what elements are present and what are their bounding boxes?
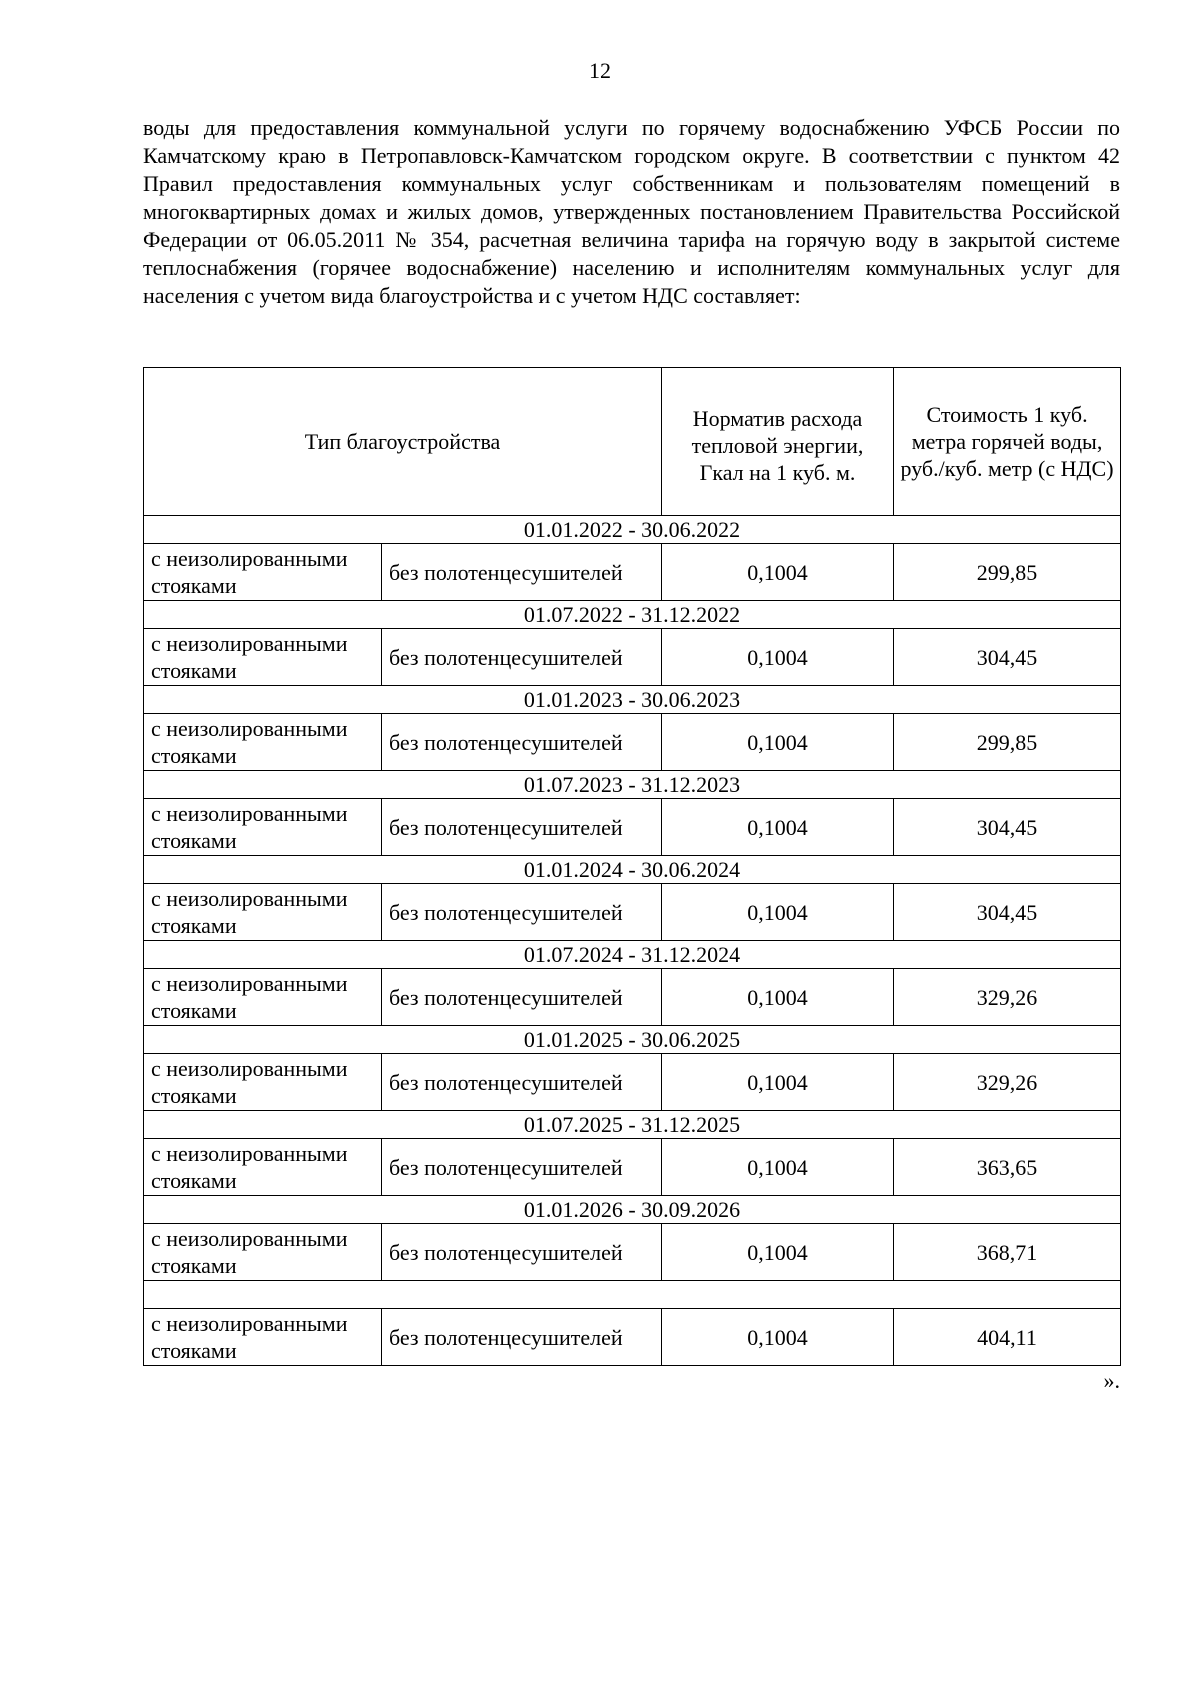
period-label: 01.07.2024 - 31.12.2024 (144, 941, 1121, 969)
towel-dryer-cell: без полотенцесушителей (382, 799, 662, 856)
riser-type-cell: с неизолированными стояками (144, 1309, 382, 1366)
norm-value-cell: 0,1004 (662, 799, 894, 856)
period-label: 01.01.2025 - 30.06.2025 (144, 1026, 1121, 1054)
period-row (144, 1281, 1121, 1309)
period-row (144, 601, 1121, 629)
header-cost: Стоимость 1 куб. метра горячей воды, руб./куб. метр (с НДС) (894, 368, 1121, 516)
riser-type-cell: с неизолированными стояками (144, 884, 382, 941)
tariff-table (143, 367, 1121, 1366)
period-label: 01.07.2025 - 31.12.2025 (144, 1111, 1121, 1139)
towel-dryer-cell: без полотенцесушителей (382, 884, 662, 941)
table-row (144, 884, 1121, 941)
riser-type-cell: с неизолированными стояками (144, 1054, 382, 1111)
norm-value-cell: 0,1004 (662, 544, 894, 601)
table-row (144, 1054, 1121, 1111)
riser-type-cell: с неизолированными стояками (144, 544, 382, 601)
period-row (144, 686, 1121, 714)
towel-dryer-cell: без полотенцесушителей (382, 1224, 662, 1281)
table-row (144, 544, 1121, 601)
period-row (144, 1111, 1121, 1139)
cost-value-cell: 329,26 (894, 969, 1121, 1026)
body-paragraph: воды для предоставления коммунальной услуги по горячему водоснабжению УФСБ России по Камчатскому краю в Петропавловск-Камчатском городском округе. В соответствии с пунктом 42 Правил предоставления коммунальных услуг собственникам и пользователям помещений в многоквартирных домах и жилых домов, утвержденных постановлением Правительства Российской Федерации от 06.05.2011 № 354, расчетная величина тарифа на горячую воду в закрытой системе теплоснабжения (горячее водоснабжение) населению и исполнителям коммунальных услуг для населения с учетом вида благоустройства и с учетом НДС составляет: (143, 115, 1120, 308)
cost-value-cell: 299,85 (894, 544, 1121, 601)
table-row (144, 799, 1121, 856)
riser-type-cell: с неизолированными стояками (144, 629, 382, 686)
towel-dryer-cell: без полотенцесушителей (382, 629, 662, 686)
cost-value-cell: 299,85 (894, 714, 1121, 771)
towel-dryer-cell: без полотенцесушителей (382, 1309, 662, 1366)
norm-value-cell: 0,1004 (662, 1054, 894, 1111)
norm-value-cell: 0,1004 (662, 714, 894, 771)
header-type: Тип благоустройства (144, 368, 662, 516)
riser-type-cell: с неизолированными стояками (144, 714, 382, 771)
norm-value-cell: 0,1004 (662, 1224, 894, 1281)
table-row (144, 1139, 1121, 1196)
period-label: 01.07.2023 - 31.12.2023 (144, 771, 1121, 799)
period-row (144, 856, 1121, 884)
period-label: 01.01.2024 - 30.06.2024 (144, 856, 1121, 884)
table-header-row (144, 368, 1121, 516)
period-row (144, 1026, 1121, 1054)
page-number: 12 (589, 58, 611, 83)
towel-dryer-cell: без полотенцесушителей (382, 969, 662, 1026)
header-norm: Норматив расхода тепловой энергии, Гкал на 1 куб. м. (662, 368, 894, 516)
period-label: 01.01.2026 - 30.09.2026 (144, 1196, 1121, 1224)
norm-value-cell: 0,1004 (662, 884, 894, 941)
riser-type-cell: с неизолированными стояками (144, 799, 382, 856)
period-label: 01.07.2022 - 31.12.2022 (144, 601, 1121, 629)
period-label: 01.01.2023 - 30.06.2023 (144, 686, 1121, 714)
riser-type-cell: с неизолированными стояками (144, 1224, 382, 1281)
norm-value-cell: 0,1004 (662, 629, 894, 686)
period-row (144, 1196, 1121, 1224)
cost-value-cell: 404,11 (894, 1309, 1121, 1366)
cost-value-cell: 304,45 (894, 799, 1121, 856)
table-row (144, 969, 1121, 1026)
period-row (144, 516, 1121, 544)
table-row (144, 1309, 1121, 1366)
towel-dryer-cell: без полотенцесушителей (382, 544, 662, 601)
period-label (144, 1281, 1121, 1309)
cost-value-cell: 304,45 (894, 629, 1121, 686)
closing-quote: ». (1103, 1368, 1120, 1393)
period-row (144, 771, 1121, 799)
tariff-table-body (144, 368, 1121, 1366)
towel-dryer-cell: без полотенцесушителей (382, 714, 662, 771)
table-row (144, 629, 1121, 686)
table-row (144, 1224, 1121, 1281)
cost-value-cell: 368,71 (894, 1224, 1121, 1281)
norm-value-cell: 0,1004 (662, 969, 894, 1026)
table-row (144, 714, 1121, 771)
norm-value-cell: 0,1004 (662, 1309, 894, 1366)
cost-value-cell: 304,45 (894, 884, 1121, 941)
norm-value-cell: 0,1004 (662, 1139, 894, 1196)
cost-value-cell: 329,26 (894, 1054, 1121, 1111)
riser-type-cell: с неизолированными стояками (144, 1139, 382, 1196)
towel-dryer-cell: без полотенцесушителей (382, 1054, 662, 1111)
period-row (144, 941, 1121, 969)
riser-type-cell: с неизолированными стояками (144, 969, 382, 1026)
period-label: 01.01.2022 - 30.06.2022 (144, 516, 1121, 544)
cost-value-cell: 363,65 (894, 1139, 1121, 1196)
towel-dryer-cell: без полотенцесушителей (382, 1139, 662, 1196)
